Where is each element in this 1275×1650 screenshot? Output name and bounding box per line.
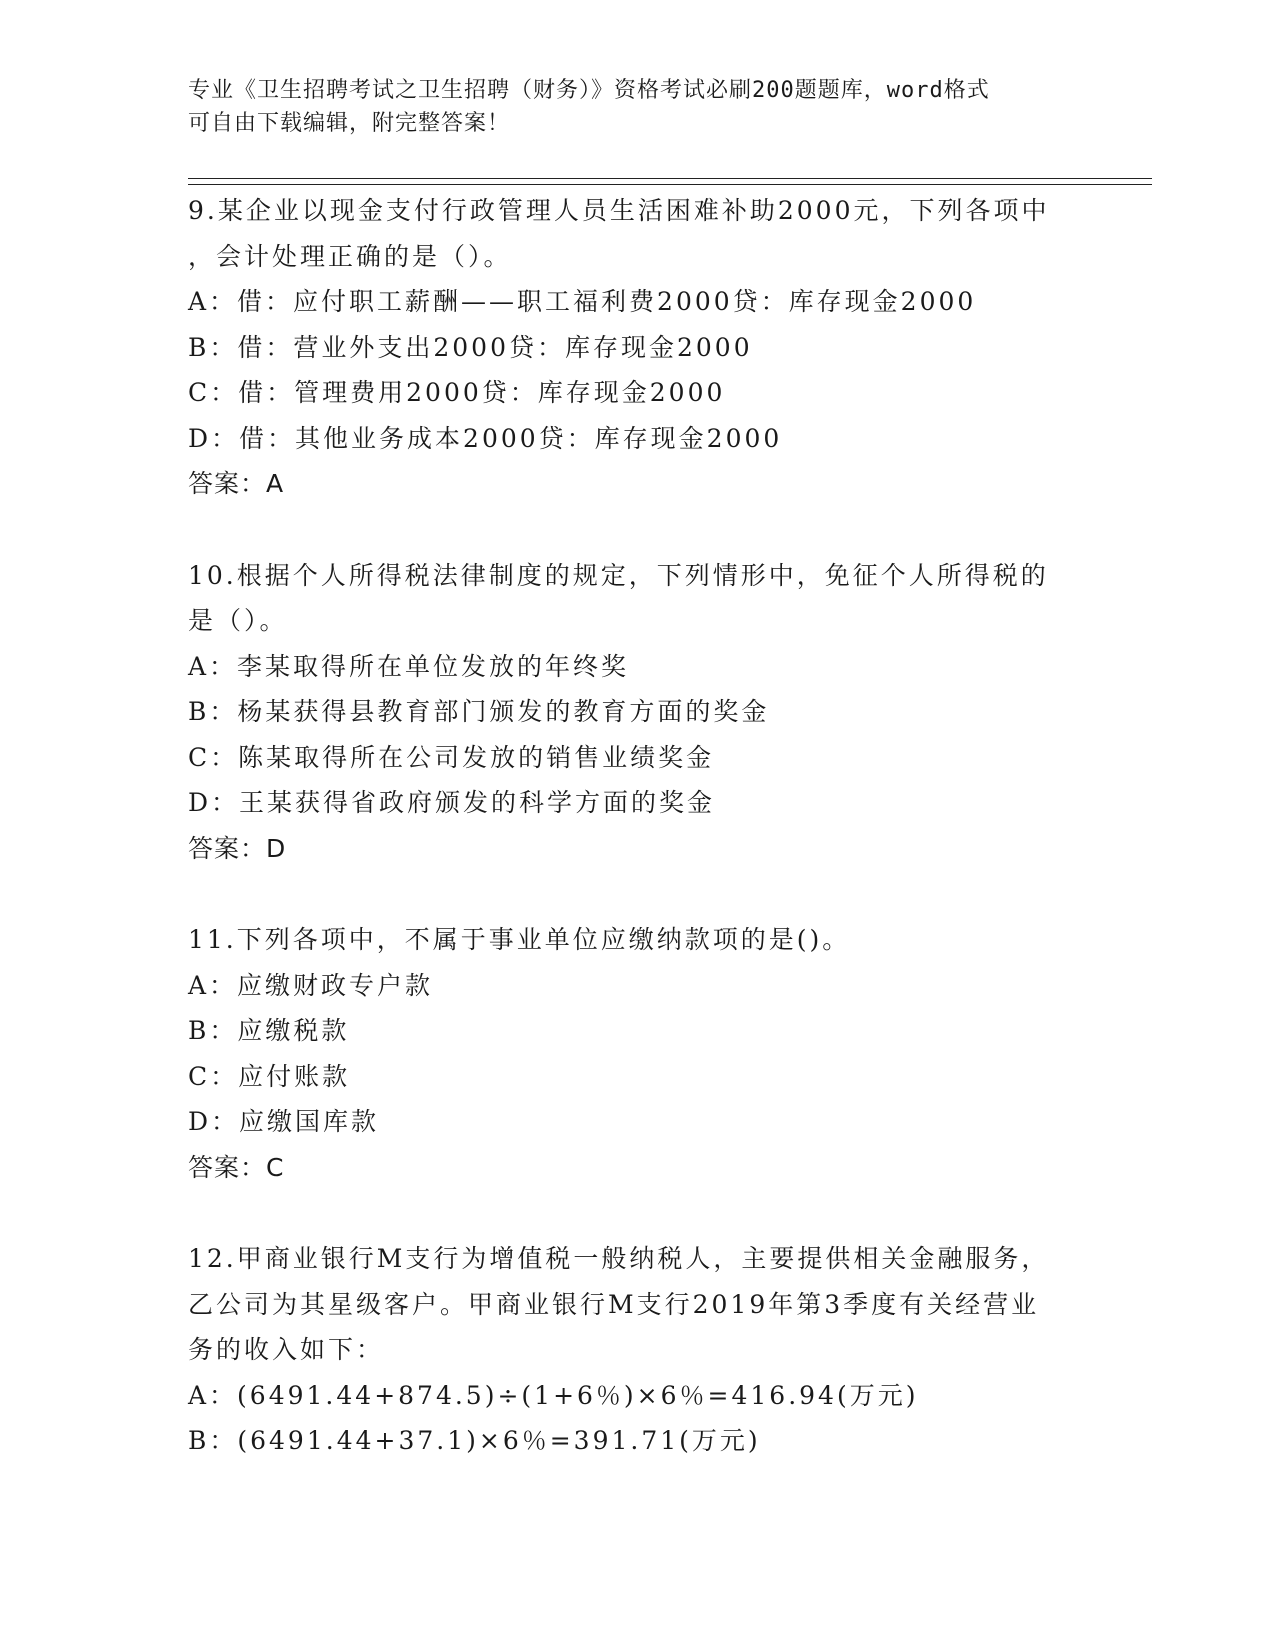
option-d: D：王某获得省政府颁发的科学方面的奖金	[188, 788, 716, 817]
header-divider-bottom	[188, 184, 1152, 185]
option-c: C：借：管理费用2000贷：库存现金2000	[188, 378, 726, 407]
option-b: B：(6491.44+37.1)×6％=391.71(万元)	[188, 1426, 761, 1455]
question-10	[188, 553, 1088, 872]
document-header	[188, 74, 1068, 140]
option-b: B：借：营业外支出2000贷：库存现金2000	[188, 332, 753, 362]
question-11	[188, 917, 1088, 1190]
option-d: D：借：其他业务成本2000贷：库存现金2000	[188, 423, 783, 453]
question-12	[188, 1236, 1088, 1464]
question-stem-line: 9.某企业以现金支付行政管理人员生活困难补助2000元，下列各项中	[188, 196, 1050, 225]
header-line-1: 专业《卫生招聘考试之卫生招聘（财务）》资格考试必刷200题题库，word格式	[188, 78, 990, 103]
option-a: A：李某取得所在单位发放的年终奖	[188, 651, 630, 681]
option-c: C：陈某取得所在公司发放的销售业绩奖金	[188, 742, 715, 772]
header-line-2: 可自由下载编辑，附完整答案！	[188, 111, 511, 136]
question-list	[188, 188, 1088, 1510]
option-b: B：应缴税款	[188, 1016, 350, 1045]
question-9	[188, 188, 1088, 507]
question-stem-line: 是（）。	[188, 606, 288, 635]
header-divider-top	[188, 178, 1152, 179]
option-a: A：应缴财政专户款	[188, 970, 434, 1000]
option-a: A：借：应付职工薪酬——职工福利费2000贷：库存现金2000	[188, 287, 977, 316]
question-stem-line: 乙公司为其星级客户。甲商业银行M支行2019年第3季度有关经营业	[188, 1289, 1040, 1319]
question-stem-line: 10.根据个人所得税法律制度的规定，下列情形中，免征个人所得税的	[188, 560, 1049, 590]
option-a: A：(6491.44+874.5)÷(1+6％)×6％=416.94(万元)	[188, 1380, 919, 1410]
answer-line: 答案：C	[188, 1152, 285, 1182]
option-b: B：杨某获得县教育部门颁发的教育方面的奖金	[188, 697, 770, 726]
answer-line: 答案：D	[188, 833, 287, 863]
option-d: D：应缴国库款	[188, 1107, 380, 1136]
question-stem-line: 11.下列各项中，不属于事业单位应缴纳款项的是()。	[188, 925, 851, 954]
question-stem-line: 务的收入如下：	[188, 1335, 385, 1364]
option-c: C：应付账款	[188, 1061, 351, 1091]
question-stem-line: 12.甲商业银行M支行为增值税一般纳税人，主要提供相关金融服务，	[188, 1244, 1050, 1273]
question-stem-line: ，会计处理正确的是（）。	[188, 241, 512, 271]
answer-line: 答案：A	[188, 469, 285, 498]
